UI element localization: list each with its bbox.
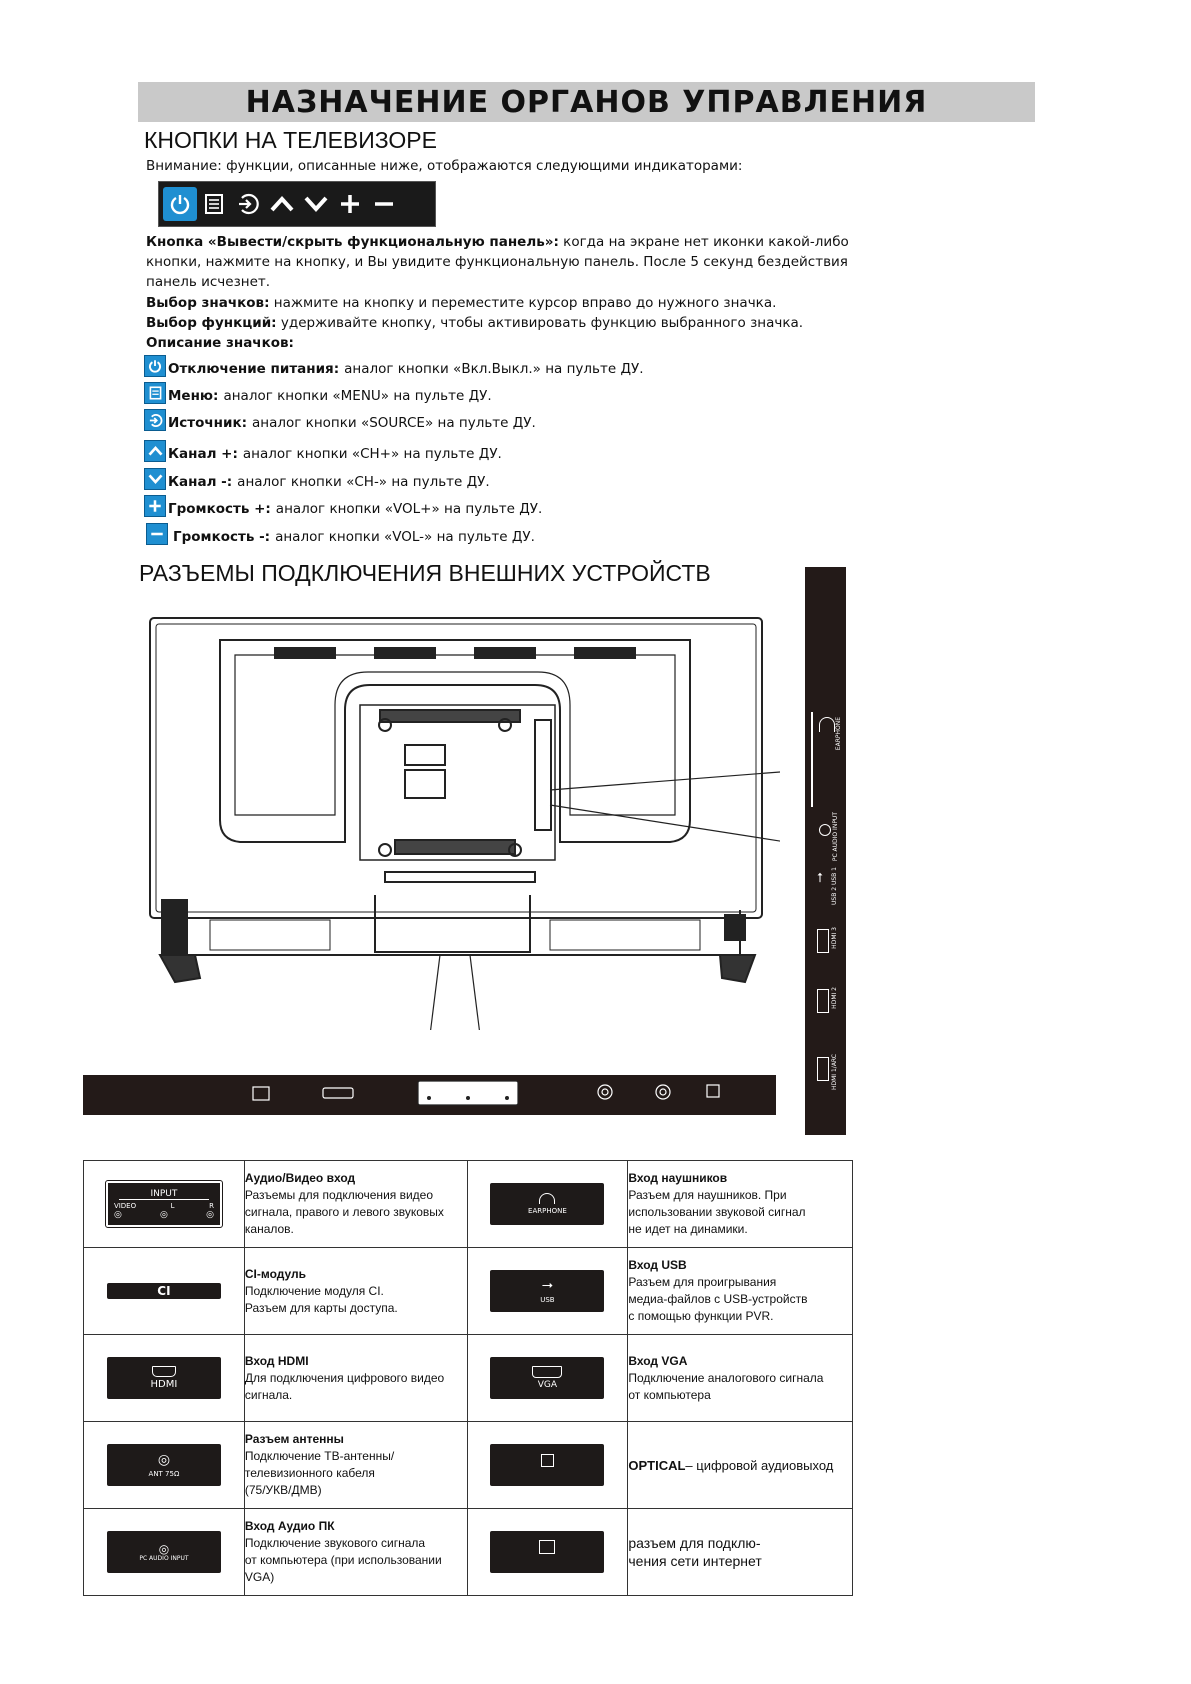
side-port-label: EARPHONE xyxy=(835,717,842,751)
side-port-label: HDMI 2 xyxy=(831,987,838,1009)
pc-audio-port-icon: ◎ xyxy=(158,1541,170,1556)
channel-down-icon xyxy=(144,468,166,490)
menu-icon xyxy=(197,187,231,221)
cell-line: от компьютера (при использовании xyxy=(244,1553,442,1567)
optical-plate xyxy=(490,1444,604,1486)
icon-desc-text: аналог кнопки «VOL-» на пульте ДУ. xyxy=(275,529,535,545)
cell-line: Подключение аналогового сигнала xyxy=(628,1370,824,1385)
lan-desc xyxy=(628,1509,853,1596)
icon-description-heading: Описание значков: xyxy=(146,335,294,351)
earphone-icon xyxy=(539,1193,555,1204)
volume-up-icon xyxy=(144,495,166,517)
icon-desc-power xyxy=(144,355,644,377)
function-select-text: удерживайте кнопку, чтобы активировать функцию выбранного значка. xyxy=(276,315,804,331)
table-row xyxy=(84,1335,853,1422)
cell-line: использовании звуковой сигнал xyxy=(628,1205,806,1219)
table-cell xyxy=(467,1422,628,1509)
volume-up-icon xyxy=(333,187,367,221)
table-cell xyxy=(84,1248,245,1335)
table-row xyxy=(84,1161,853,1248)
ci-plate xyxy=(107,1283,221,1299)
icon-desc-volume-up xyxy=(144,495,542,517)
cell-title: Разъем антенны xyxy=(244,1432,344,1446)
icon-desc-channel-down xyxy=(144,468,490,490)
vga-port-icon xyxy=(323,1088,353,1098)
pc-audio-desc xyxy=(244,1509,467,1596)
input-plate-sub xyxy=(114,1202,214,1210)
volume-down-icon xyxy=(367,187,401,221)
panel-button-text-2: кнопки, нажмите на кнопку, и Вы увидите функциональную панель. После 5 секунд бездействия xyxy=(146,254,848,270)
usb-plate-label: USB xyxy=(540,1296,555,1304)
icon-desc-label: Громкость +: xyxy=(168,501,271,517)
icon-desc-label: Источник: xyxy=(168,415,248,431)
source-icon xyxy=(231,187,265,221)
cell-title: OPTICAL xyxy=(628,1457,686,1473)
table-row xyxy=(84,1248,853,1335)
connectors-section-heading: РАЗЪЕМЫ ПОДКЛЮЧЕНИЯ ВНЕШНИХ УСТРОЙСТВ xyxy=(139,560,711,586)
icon-desc-menu xyxy=(144,382,492,404)
cell-line: (75/УКВ/ДМВ) xyxy=(244,1483,322,1497)
earphone-desc xyxy=(628,1161,853,1248)
panel-button-paragraph xyxy=(146,232,886,292)
earphone-icon xyxy=(819,717,835,732)
volume-down-icon xyxy=(146,523,168,545)
cell-line: от компьютера xyxy=(628,1387,711,1402)
icon-desc-label: Канал -: xyxy=(168,474,233,490)
hdmi-desc xyxy=(244,1335,467,1422)
icon-desc-text: аналог кнопки «SOURCE» на пульте ДУ. xyxy=(252,415,536,431)
video-label: VIDEO xyxy=(113,1201,137,1210)
power-icon xyxy=(144,355,166,377)
optical-port-icon xyxy=(707,1085,719,1097)
cell-line: VGA) xyxy=(244,1570,275,1584)
vga-plate-label: VGA xyxy=(537,1380,558,1390)
vga-plate xyxy=(490,1357,604,1399)
buttons-section-heading: КНОПКИ НА ТЕЛЕВИЗОРЕ xyxy=(144,127,437,153)
menu-icon xyxy=(144,382,166,404)
ci-slot xyxy=(418,1081,518,1105)
icon-desc-channel-up xyxy=(144,440,502,462)
note-text: Внимание: функции, описанные ниже, отображаются следующими индикаторами: xyxy=(146,158,743,174)
panel-button-text-3: панель исчезнет. xyxy=(146,274,271,290)
tv-back-diagram xyxy=(140,610,780,1030)
hdmi-port-icon xyxy=(817,989,829,1013)
optical-port-icon xyxy=(541,1454,554,1467)
hdmi-port-icon xyxy=(152,1366,176,1377)
table-cell xyxy=(467,1509,628,1596)
ant-plate-label: ANT 75Ω xyxy=(148,1469,180,1478)
icon-desc-text: аналог кнопки «Вкл.Выкл.» на пульте ДУ. xyxy=(344,361,644,377)
icon-desc-text: аналог кнопки «VOL+» на пульте ДУ. xyxy=(275,501,543,517)
earphone-plate-label: EARPHONE xyxy=(528,1207,567,1215)
table-row xyxy=(84,1509,853,1596)
cell-line: Разъем для наушников. При xyxy=(628,1188,787,1202)
av-input-desc xyxy=(244,1161,467,1248)
source-icon xyxy=(144,409,166,431)
pc-audio-plate-label: PC AUDIO INPUT xyxy=(139,1554,189,1562)
vga-port-icon xyxy=(532,1366,562,1378)
side-port-label: HDMI 3 xyxy=(831,927,838,949)
ant-plate xyxy=(107,1444,221,1486)
usb-desc xyxy=(628,1248,853,1335)
icon-select-text: нажмите на кнопку и переместите курсор вправо до нужного значка. xyxy=(269,295,777,311)
cell-line: Для подключения цифрового видео xyxy=(244,1370,445,1385)
function-panel-bar xyxy=(158,181,436,227)
cell-line: разъем для подклю- xyxy=(628,1535,761,1551)
side-panel-line xyxy=(811,712,813,807)
cell-line: Подключение звукового сигнала xyxy=(244,1536,426,1550)
ant-port-icon xyxy=(598,1085,612,1099)
cell-line: чения сети интернет xyxy=(628,1553,762,1569)
hdmi-port-icon xyxy=(817,1057,829,1081)
antenna-desc xyxy=(244,1422,467,1509)
cell-line: не идет на динамики. xyxy=(628,1222,748,1236)
pc-audio-port-icon xyxy=(819,824,831,836)
icon-select-label: Выбор значков: xyxy=(146,295,270,311)
side-connector-panel xyxy=(805,567,846,1135)
lan-plate xyxy=(490,1531,604,1573)
input-plate-label: INPUT xyxy=(119,1189,209,1200)
icon-desc-label: Громкость -: xyxy=(173,529,271,545)
rca-jacks: ◎ ◎ ◎ xyxy=(113,1209,214,1220)
usb-icon: ⭠ xyxy=(812,872,828,883)
cell-line: каналов. xyxy=(244,1222,294,1236)
cell-line: сигнала, правого и левого звуковых xyxy=(244,1205,444,1219)
panel-button-label: Кнопка «Вывести/скрыть функциональную панель»: xyxy=(146,234,559,250)
page-title: НАЗНАЧЕНИЕ ОРГАНОВ УПРАВЛЕНИЯ xyxy=(138,82,1035,122)
icon-desc-label: Меню: xyxy=(168,388,219,404)
icon-desc-text: аналог кнопки «CH+» на пульте ДУ. xyxy=(242,446,502,462)
cell-line: медиа-файлов с USB-устройств xyxy=(628,1292,808,1306)
earphone-plate xyxy=(490,1183,604,1225)
table-cell xyxy=(84,1509,245,1596)
cell-title: CI-модуль xyxy=(244,1266,307,1281)
table-cell xyxy=(467,1335,628,1422)
side-port-label: HDMI 1/ARC xyxy=(831,1054,838,1090)
lan-port-icon xyxy=(253,1087,269,1100)
table-cell xyxy=(84,1422,245,1509)
usb-icon: ⭢ xyxy=(541,1277,554,1293)
cell-title-suffix: – цифровой аудиовыход xyxy=(685,1457,834,1473)
icon-desc-label: Канал +: xyxy=(168,446,238,462)
cell-line: Подключение модуля CI. xyxy=(244,1283,384,1298)
ci-desc xyxy=(244,1248,467,1335)
hdmi-plate xyxy=(107,1357,221,1399)
cell-title: Вход Аудио ПК xyxy=(244,1519,335,1533)
cell-line: Разъем для карты доступа. xyxy=(244,1300,398,1315)
cell-line: сигнала. xyxy=(244,1387,293,1402)
ant-port-icon: ◎ xyxy=(157,1451,171,1468)
cell-title: Вход наушников xyxy=(628,1171,728,1185)
ci-plate-label: CI xyxy=(157,1284,171,1298)
icon-desc-volume-down xyxy=(146,523,535,545)
function-select-label: Выбор функций: xyxy=(146,315,277,331)
panel-button-text-1: когда на экране нет иконки какой-либо xyxy=(558,234,849,250)
channel-down-icon xyxy=(299,187,333,221)
icon-desc-label: Отключение питания: xyxy=(168,361,340,377)
hdmi-port-icon xyxy=(817,929,829,953)
cell-line: телевизионного кабеля xyxy=(244,1466,375,1480)
channel-up-icon xyxy=(144,440,166,462)
table-cell xyxy=(467,1161,628,1248)
side-port-label: PC AUDIO INPUT xyxy=(832,812,839,862)
cell-title: Вход USB xyxy=(628,1258,687,1272)
vga-desc xyxy=(628,1335,853,1422)
icon-select-paragraph xyxy=(146,293,776,313)
bottom-connector-panel xyxy=(83,1075,776,1115)
lan-port-icon xyxy=(539,1540,555,1554)
side-port-label: USB 2 USB 1 xyxy=(831,867,838,905)
l-label: L xyxy=(170,1201,175,1210)
connector-table xyxy=(83,1160,853,1596)
cell-line: с помощью функции PVR. xyxy=(628,1309,774,1323)
optical-desc xyxy=(628,1422,853,1509)
power-icon xyxy=(163,187,197,221)
pc-audio-plate xyxy=(107,1531,221,1573)
usb-plate xyxy=(490,1270,604,1312)
table-cell xyxy=(84,1335,245,1422)
function-select-paragraph xyxy=(146,313,803,333)
ant-port-icon-2 xyxy=(656,1085,670,1099)
cell-title: Вход HDMI xyxy=(244,1353,309,1368)
cell-title: Аудио/Видео вход xyxy=(244,1171,356,1185)
table-cell xyxy=(84,1161,245,1248)
hdmi-plate-label: HDMI xyxy=(150,1379,178,1390)
channel-up-icon xyxy=(265,187,299,221)
icon-desc-text: аналог кнопки «MENU» на пульте ДУ. xyxy=(223,388,492,404)
cell-line: Разъемы для подключения видео xyxy=(244,1188,434,1202)
icon-desc-text: аналог кнопки «CH-» на пульте ДУ. xyxy=(237,474,490,490)
r-label: R xyxy=(209,1201,214,1210)
icon-desc-source xyxy=(144,409,536,431)
cell-line: Подключение ТВ-антенны/ xyxy=(244,1449,395,1463)
cell-line: Разъем для проигрывания xyxy=(628,1275,777,1289)
table-row xyxy=(84,1422,853,1509)
table-cell xyxy=(467,1248,628,1335)
input-plate xyxy=(106,1181,222,1227)
cell-title: Вход VGA xyxy=(628,1353,688,1368)
